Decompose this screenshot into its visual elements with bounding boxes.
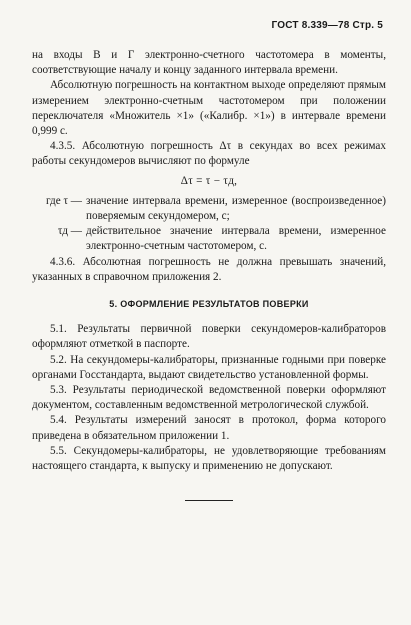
clause-5-2: 5.2. На секундомеры-калибраторы, признанные годными при поверке органами Госстандарта, выдают свидетельство установленной формы.	[32, 353, 386, 381]
clause-4-3-6: 4.3.6. Абсолютная погрешность не должна превышать значений, указанных в справочном приложения 2.	[32, 255, 386, 283]
formula: Δτ = τ − τд,	[180, 174, 238, 187]
clause-5-1: 5.1. Результаты первичной поверки секундомеров-калибраторов оформляют отметкой в паспорте.	[32, 323, 386, 351]
clause-5-5: 5.5. Секундомеры-калибраторы, не удовлетворяющие требованиям настоящего стандарта, к выпуску и применению не допускают.	[32, 444, 386, 473]
definition-text: значение интервала времени, измеренное (воспроизведенное) поверяемым секундомером, с;	[86, 194, 386, 223]
page-header: ГОСТ 8.339—78 Стр. 5	[271, 20, 383, 31]
definition-row	[32, 224, 386, 254]
definition-text: действительное значение интервала времени, измеренное электронно-счетным частотомером, с.	[86, 225, 386, 253]
clause-5-4: 5.4. Результаты измерений заносят в протокол, форма которого приведена в обязательном приложении 1.	[32, 414, 386, 442]
definition-row	[32, 194, 386, 224]
paragraph: на входы В и Г электронно-счетного частотомера в моменты, соответствующие началу и концу заданного интервала времени.	[32, 49, 386, 77]
clause-5-3: 5.3. Результаты периодической ведомственной поверки оформляют документом, составленным ведомственной метрологической службой.	[32, 384, 386, 412]
end-rule	[185, 500, 233, 501]
document-body	[32, 48, 386, 501]
definition-term: где τ —	[46, 194, 82, 207]
section-title: 5. ОФОРМЛЕНИЕ РЕЗУЛЬТАТОВ ПОВЕРКИ	[109, 299, 309, 310]
clause-4-3-5: 4.3.5. Абсолютную погрешность Δτ в секундах во всех режимах работы секундомеров вычисляют по формуле	[32, 140, 386, 168]
definition-term: τд —	[57, 225, 82, 238]
paragraph: Абсолютную погрешность на контактном выходе определяют прямым измерением электронно-счетным частотомером при положении переключателя «Множитель ×1» («Калибр. ×1») в интервале времени 0,999 с.	[32, 79, 386, 138]
